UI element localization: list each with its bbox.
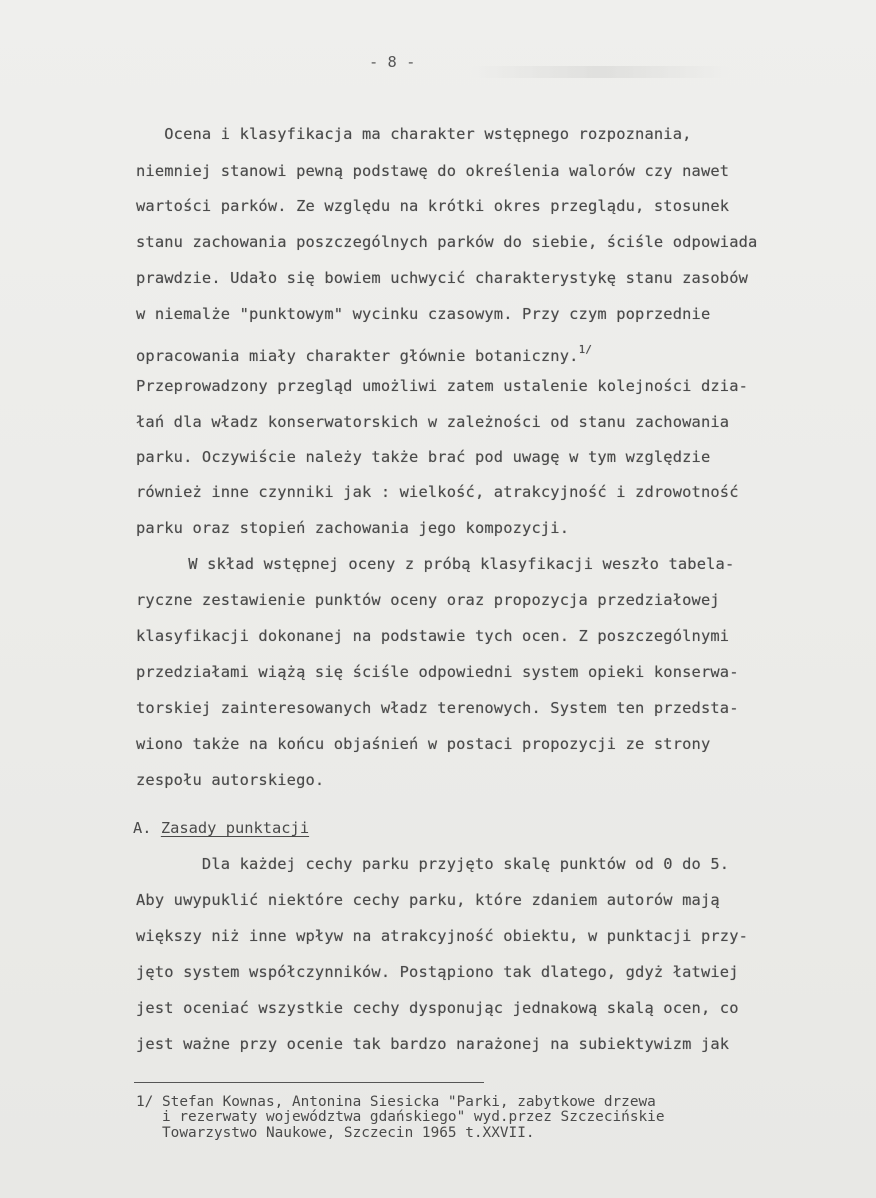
paragraph-line: jest ważne przy ocenie tak bardzo narażonej na subiektywizm jak [136, 1035, 730, 1053]
paragraph-line: Ocena i klasyfikacja ma charakter wstępnego rozpoznania, [136, 125, 692, 143]
paragraph-line: większy niż inne wpływ na atrakcyjność obiektu, w punktacji przy- [136, 927, 749, 945]
section-label: A. [133, 819, 152, 837]
paragraph-line: ryczne zestawienie punktów oceny oraz propozycja przedziałowej [136, 591, 720, 609]
paragraph-line: łań dla władz konserwatorskich w zależności od stanu zachowania [136, 413, 730, 431]
paragraph-line: Dla każdej cechy parku przyjęto skalę punktów od 0 do 5. [136, 855, 730, 873]
paragraph-line: parku. Oczywiście należy także brać pod uwagę w tym względzie [136, 448, 711, 466]
footnote-separator [134, 1082, 484, 1083]
paragraph-line: również inne czynniki jak : wielkość, atrakcyjność i zdrowotność [136, 483, 739, 501]
paragraph-line: torskiej zainteresowanych władz terenowych. System ten przedsta- [136, 699, 739, 717]
paragraph-line: stanu zachowania poszczególnych parków do siebie, ściśle odpowiada [136, 233, 758, 251]
paragraph-line: w niemalże "punktowym" wycinku czasowym. Przy czym poprzednie [136, 305, 711, 323]
paragraph-line: przedziałami wiążą się ściśle odpowiedni system opieki konserwa- [136, 663, 739, 681]
reverse-side-bleed-through [470, 66, 730, 78]
paragraph-line: niemniej stanowi pewną podstawę do określenia walorów czy nawet [136, 162, 730, 180]
footnote-reference: 1/ [578, 343, 593, 356]
section-heading [133, 818, 309, 838]
paragraph-line: W skład wstępnej oceny z próbą klasyfikacji weszło tabela- [160, 555, 735, 573]
page-number: - 8 - [369, 53, 416, 71]
paragraph-line: jęto system współczynników. Postąpiono tak dlatego, gdyż łatwiej [136, 963, 739, 981]
paragraph-line: Przeprowadzony przegląd umożliwi zatem ustalenie kolejności dzia- [136, 377, 749, 395]
paragraph-line-with-footnote [136, 340, 592, 366]
paragraph-line: parku oraz stopień zachowania jego kompozycji. [136, 519, 570, 537]
paragraph-line: wiono także na końcu objaśnień w postaci propozycji ze strony [136, 735, 711, 753]
paragraph-line: Aby uwypuklić niektóre cechy parku, które zdaniem autorów mają [136, 891, 720, 909]
paragraph-line: jest oceniać wszystkie cechy dysponując jednakową skalą ocen, co [136, 999, 739, 1017]
footnote-line: i rezerwaty województwa gdańskiego" wyd.przez Szczecińskie [136, 1109, 665, 1125]
paragraph-line: klasyfikacji dokonanej na podstawie tych ocen. Z poszczególnymi [136, 627, 730, 645]
footnote-line: Towarzystwo Naukowe, Szczecin 1965 t.XXVII. [136, 1125, 535, 1141]
paragraph-line: opracowania miały charakter głównie botaniczny. [136, 347, 579, 365]
section-title: Zasady punktacji [160, 819, 310, 837]
paragraph-line: zespołu autorskiego. [136, 771, 325, 789]
footnote-line: 1/ Stefan Kownas, Antonina Siesicka "Parki, zabytkowe drzewa [136, 1094, 656, 1110]
paragraph-line: prawdzie. Udało się bowiem uchwycić charakterystykę stanu zasobów [136, 269, 749, 287]
paragraph-line: wartości parków. Ze względu na krótki okres przeglądu, stosunek [136, 197, 730, 215]
